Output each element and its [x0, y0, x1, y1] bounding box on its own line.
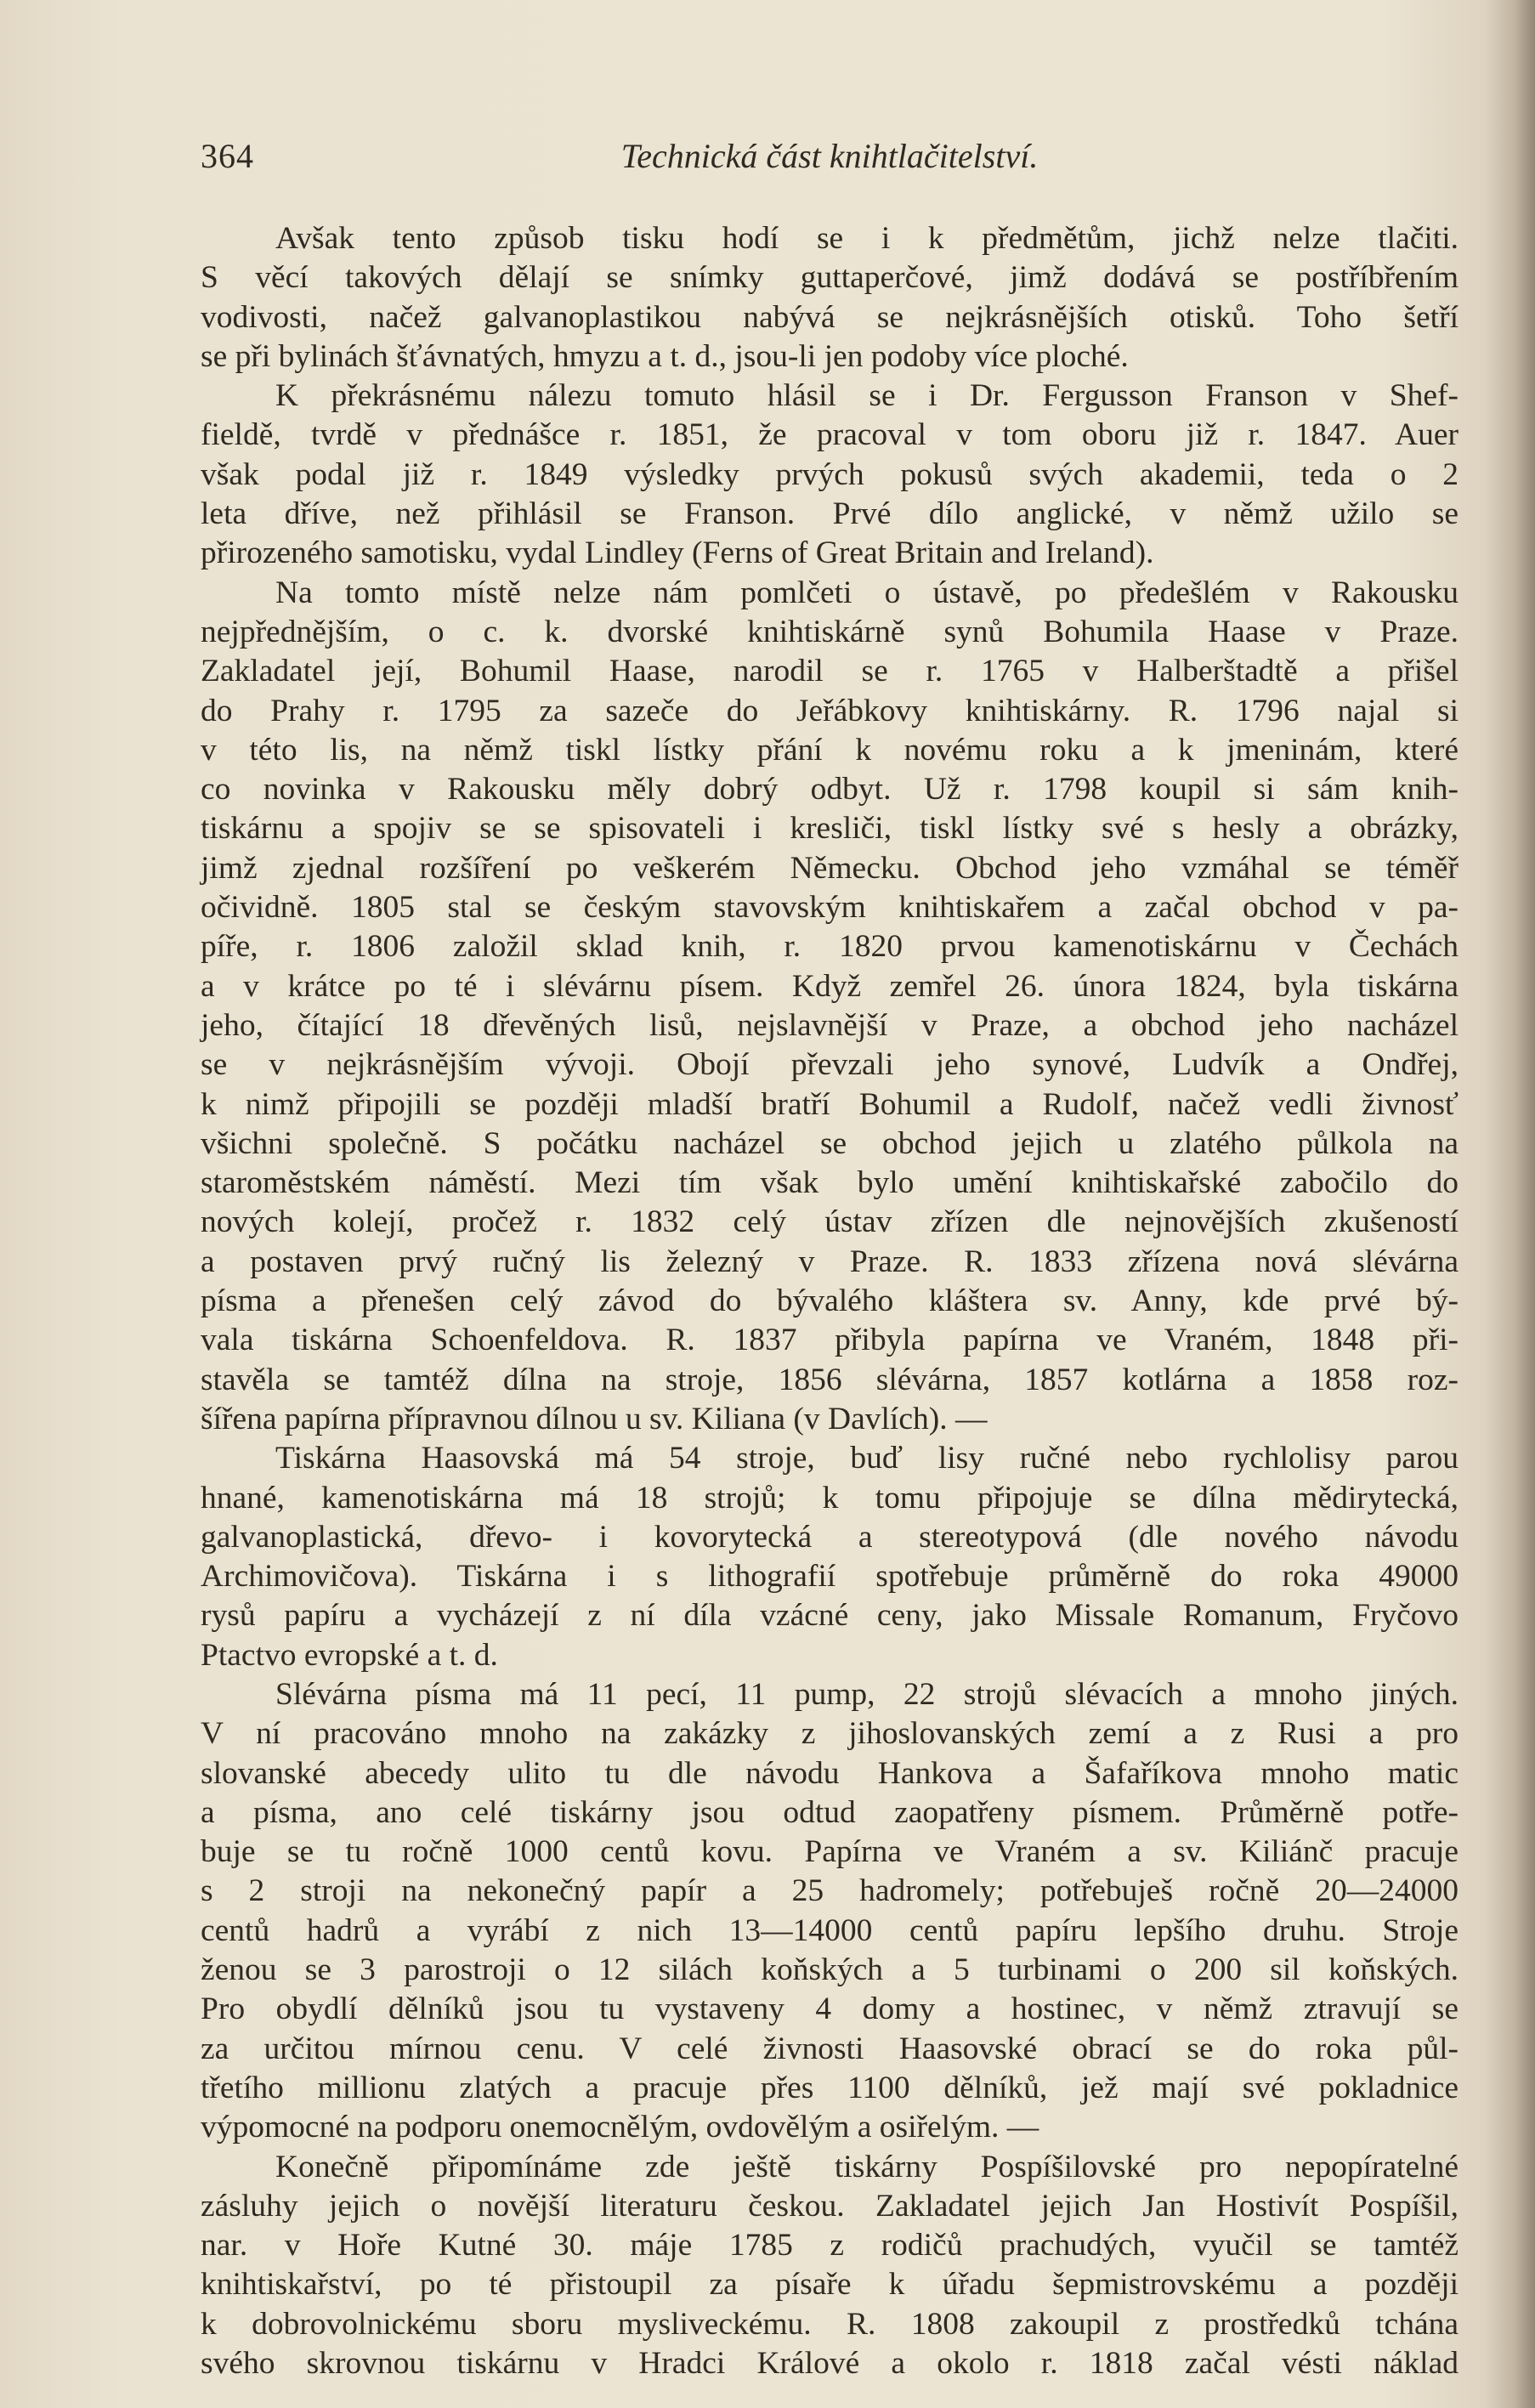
text-line: však podal již r. 1849 výsledky prvých pokusů svých akademii, teda o 2	[201, 456, 1459, 492]
text-line: Konečně připomínáme zde ještě tiskárny Pospíšilovské pro nepopíratelné	[275, 2149, 1459, 2184]
text-line: vala tiskárna Schoenfeldova. R. 1837 přibyla papírna ve Vraném, 1848 při-	[201, 1323, 1459, 1358]
text-line: nejpřednějším, o c. k. dvorské knihtiskárně synů Bohumila Haase v Praze.	[201, 614, 1459, 649]
text-line: zásluhy jejich o novější literaturu českou. Zakladatel jejich Jan Hostivít Pospíšil,	[201, 2188, 1459, 2224]
running-title: Technická část knihtlačitelství.	[620, 137, 1039, 175]
text-line: jimž zjednal rozšíření po veškerém Německu. Obchod jeho vzmáhal se téměř	[201, 850, 1459, 886]
text-line: písma a přenešen celý závod do bývalého kláštera sv. Anny, kde prvé bý-	[201, 1283, 1459, 1319]
text-line: přirozeného samotisku, vydal Lindley (Ferns of Great Britain and Ireland).	[201, 535, 1154, 571]
text-line: S věcí takových dělají se snímky guttaperčové, jimž dodává se postříbřením	[201, 260, 1459, 296]
text-line: galvanoplastická, dřevo- i kovorytecká a stereotypová (dle nového návodu	[201, 1519, 1459, 1555]
text-line: píře, r. 1806 založil sklad knih, r. 1820 prvou kamenotiskárnu v Čechách	[201, 929, 1459, 965]
text-line: Na tomto místě nelze nám pomlčeti o ústavě, po předešlém v Rakousku	[275, 575, 1459, 610]
text-line: Pro obydlí dělníků jsou tu vystaveny 4 domy a hostinec, v němž ztravují se	[201, 1992, 1459, 2027]
text-line: jeho, čítající 18 dřevěných lisů, nejslavnější v Praze, a obchod jeho nacházel	[201, 1007, 1459, 1043]
text-line: knihtiskařství, po té přistoupil za písaře k úřadu šepmistrovskému a později	[201, 2267, 1459, 2303]
text-line: svého skrovnou tiskárnu v Hradci Králové a okolo r. 1818 začal vésti náklad	[201, 2346, 1459, 2382]
text-line: k nimž připojili se později mladší bratří Bohumil a Rudolf, načež vedli živnosť	[201, 1086, 1459, 1122]
text-line: očividně. 1805 stal se českým stavovským knihtiskařem a začal obchod v pa-	[201, 890, 1459, 926]
text-line: stavěla se tamtéž dílna na stroje, 1856 slévárna, 1857 kotlárna a 1858 roz-	[201, 1362, 1459, 1397]
text-line: Archimovičova). Tiskárna i s lithografií spotřebuje průměrně do roka 49000	[201, 1559, 1459, 1595]
text-line: ženou se 3 parostroji o 12 silách koňských a 5 turbinami o 200 sil koňských.	[201, 1952, 1459, 1988]
text-line: leta dříve, než přihlásil se Franson. Prvé dílo anglické, v němž užilo se	[201, 496, 1459, 532]
text-line: nar. v Hoře Kutné 30. máje 1785 z rodičů prachudých, vyučil se tamtéž	[201, 2228, 1459, 2264]
text-line: buje se tu ročně 1000 centů kovu. Papírna ve Vraném a sv. Kiliánč pracuje	[201, 1834, 1459, 1870]
text-line: tiskárnu a spojiv se se spisovateli i kresliči, tiskl lístky své s hesly a obrázky,	[201, 811, 1459, 847]
text-line: Ptactvo evropské a t. d.	[201, 1637, 498, 1673]
text-line: všichni společně. S počátku nacházel se obchod jejich u zlatého půlkola na	[201, 1125, 1459, 1161]
text-line: slovanské abecedy ulito tu dle návodu Hankova a Šafaříkova mnoho matic	[201, 1755, 1459, 1791]
text-line: za určitou mírnou cenu. V celé živnosti Haasovské obrací se do roka půl-	[201, 2031, 1459, 2066]
text-line: Avšak tento způsob tisku hodí se i k předmětům, jichž nelze tlačiti.	[275, 221, 1459, 256]
text-line: se při bylinách šťávnatých, hmyzu a t. d., jsou-li jen podoby více ploché.	[201, 338, 1129, 374]
text-line: V ní pracováno mnoho na zakázky z jihoslovanských zemí a z Rusi a pro	[201, 1716, 1459, 1752]
text-line: a písma, ano celé tiskárny jsou odtud zaopatřeny písmem. Průměrně potře-	[201, 1794, 1459, 1830]
text-line: vodivosti, načež galvanoplastikou nabývá se nejkrásnějších otisků. Toho šetří	[201, 299, 1459, 335]
page-header	[201, 136, 1459, 187]
text-line: staroměstském náměstí. Mezi tím však bylo umění knihtiskařské zabočilo do	[201, 1165, 1459, 1201]
text-line: do Prahy r. 1795 za sazeče do Jeřábkovy knihtiskárny. R. 1796 najal si	[201, 693, 1459, 728]
text-line: hnané, kamenotiskárna má 18 strojů; k tomu připojuje se dílna mědirytecká,	[201, 1480, 1459, 1516]
text-line: nových kolejí, pročež r. 1832 celý ústav zřízen dle nejnovějších zkušeností	[201, 1204, 1459, 1240]
text-line: Tiskárna Haasovská má 54 stroje, buď lisy ručné nebo rychlolisy parou	[275, 1441, 1459, 1476]
binding-shadow	[1484, 0, 1535, 2408]
text-line: K překrásnému nálezu tomuto hlásil se i Dr. Fergusson Franson v Shef-	[275, 378, 1459, 414]
text-line: Zakladatel její, Bohumil Haase, narodil se r. 1765 v Halberštadtě a přišel	[201, 654, 1459, 689]
text-line: v této lis, na němž tiskl lístky přání k novému roku a k jmeninám, které	[201, 732, 1459, 768]
text-line: rysů papíru a vycházejí z ní díla vzácné ceny, jako Missale Romanum, Fryčovo	[201, 1598, 1459, 1634]
body-text	[201, 219, 1459, 2383]
text-line: s 2 stroji na nekonečný papír a 25 hadromely; potřebuješ ročně 20—24000	[201, 1873, 1459, 1909]
text-line: šířena papírna přípravnou dílnou u sv. Kiliana (v Davlích). —	[201, 1401, 988, 1436]
text-line: výpomocné na podporu onemocnělým, ovdovělým a osiřelým. —	[201, 2110, 1039, 2145]
text-line: se v nejkrásnějším vývoji. Obojí převzali jeho synové, Ludvík a Ondřej,	[201, 1047, 1459, 1083]
text-line: třetího millionu zlatých a pracuje přes 1100 dělníků, jež mají své pokladnice	[201, 2070, 1459, 2105]
page-number: 364	[201, 137, 254, 175]
text-line: co novinka v Rakousku měly dobrý odbyt. Už r. 1798 koupil si sám knih-	[201, 772, 1459, 807]
text-line: a postaven prvý ručný lis železný v Praze. R. 1833 zřízena nová slévárna	[201, 1244, 1459, 1279]
text-line: a v krátce po té i slévárnu písem. Když zemřel 26. února 1824, byla tiskárna	[201, 968, 1459, 1004]
text-line: fieldě, tvrdě v přednášce r. 1851, že pracoval v tom oboru již r. 1847. Auer	[201, 417, 1459, 453]
text-line: k dobrovolnickému sboru mysliveckému. R. 1808 zakoupil z prostředků tchána	[201, 2306, 1459, 2342]
text-line: Slévárna písma má 11 pecí, 11 pump, 22 strojů slévacích a mnoho jiných.	[275, 1676, 1459, 1712]
text-line: centů hadrů a vyrábí z nich 13—14000 centů papíru lepšího druhu. Stroje	[201, 1912, 1459, 1948]
